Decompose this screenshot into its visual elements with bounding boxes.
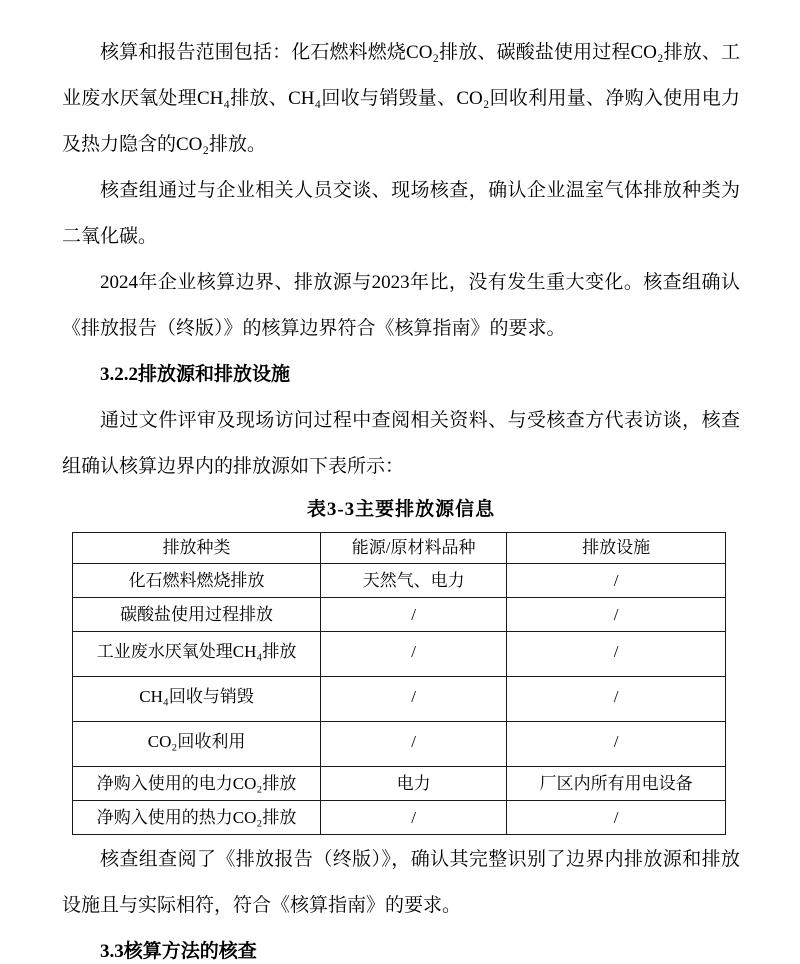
emission-table-head [73, 533, 726, 564]
table-cell: 净购入使用的热力CO₂排放 [73, 801, 321, 835]
emission-table-body [73, 564, 726, 835]
table-cell: / [507, 564, 726, 598]
table-cell: / [507, 632, 726, 677]
paragraph-boundary-change: 2024年企业核算边界、排放源与2023年比，没有发生重大变化。核查组确认《排放报告（终版）》的核算边界符合《核算指南》的要求。 [62, 272, 740, 339]
table-cell: 电力 [321, 767, 507, 801]
table-row [73, 677, 726, 722]
paragraph-source-intro: 通过文件评审及现场访问过程中查阅相关资料、与受核查方代表访谈，核查组确认核算边界内的排放源如下表所示： [62, 410, 740, 477]
table-cell: 碳酸盐使用过程排放 [73, 598, 321, 632]
table-cell: CH₄回收与销毁 [73, 677, 321, 722]
table-cell: 天然气、电力 [321, 564, 507, 598]
table-cell: / [321, 598, 507, 632]
paragraph-gas-confirmation: 核查组通过与企业相关人员交谈、现场核查，确认企业温室气体排放种类为二氧化碳。 [62, 180, 740, 247]
section-heading-33: 3.3核算方法的核查 [100, 941, 257, 962]
paragraph-scope: 核算和报告范围包括：化石燃料燃烧CO₂排放、碳酸盐使用过程CO₂排放、工业废水厌氧处理CH₄排放、CH₄回收与销毁量、CO₂回收利用量、净购入使用电力及热力隐含的CO₂排放。 [62, 42, 740, 155]
table-row [73, 767, 726, 801]
table-row [73, 632, 726, 677]
table-row [73, 722, 726, 767]
table-cell: / [507, 598, 726, 632]
table-row [73, 564, 726, 598]
table-header-cell: 排放种类 [73, 533, 321, 564]
table-cell: / [321, 801, 507, 835]
table-row [73, 801, 726, 835]
table-cell: / [507, 677, 726, 722]
section-heading-322: 3.2.2排放源和排放设施 [100, 364, 291, 385]
table-title: 表3-3主要排放源信息 [306, 499, 496, 520]
table-cell: 化石燃料燃烧排放 [73, 564, 321, 598]
table-header-cell: 能源/原材料品种 [321, 533, 507, 564]
table-cell: 工业废水厌氧处理CH₄排放 [73, 632, 321, 677]
emission-source-table [72, 532, 726, 835]
table-cell: / [507, 722, 726, 767]
table-cell: 厂区内所有用电设备 [507, 767, 726, 801]
table-cell: 净购入使用的电力CO₂排放 [73, 767, 321, 801]
table-cell: / [321, 722, 507, 767]
table-cell: / [507, 801, 726, 835]
paragraph-table-review: 核查组查阅了《排放报告（终版）》，确认其完整识别了边界内排放源和排放设施且与实际相符，符合《核算指南》的要求。 [62, 849, 740, 916]
table-header-row [73, 533, 726, 564]
table-cell: / [321, 677, 507, 722]
table-row [73, 598, 726, 632]
table-header-cell: 排放设施 [507, 533, 726, 564]
table-cell: / [321, 632, 507, 677]
table-cell: CO₂回收利用 [73, 722, 321, 767]
